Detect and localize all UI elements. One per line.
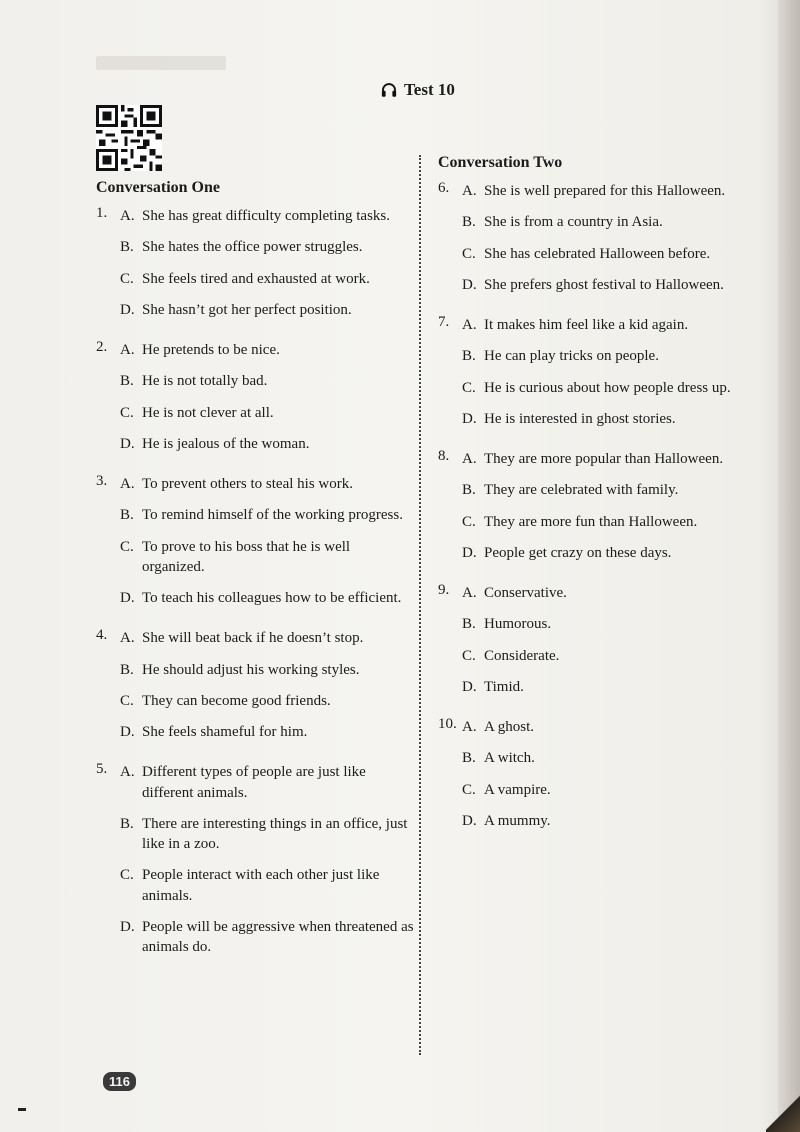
question-item [96,474,416,619]
option-letter: B. [462,616,476,633]
option-letter: D. [462,544,477,561]
question-options [462,181,758,306]
question-number: 6. [438,180,450,196]
option-text: A vampire. [484,781,551,798]
option-text: She is well prepared for this Halloween. [484,183,726,199]
question-number: 9. [438,582,450,598]
answer-option [462,748,758,768]
option-letter: D. [462,812,477,829]
question-item [96,762,416,968]
question-item [438,717,758,842]
answer-option [120,237,416,257]
answer-option [462,614,758,634]
page-number: 116 [103,1072,136,1091]
option-letter: C. [120,270,134,287]
answer-option [462,543,758,563]
answer-option [462,512,758,532]
question-number: 2. [96,339,108,355]
answer-option [120,660,416,680]
option-text: He is curious about how people dress up. [484,379,731,396]
option-text: A ghost. [484,719,535,735]
option-text: They are celebrated with family. [484,482,679,499]
question-number: 7. [438,314,450,330]
option-letter: A. [462,451,477,467]
option-text: She hasn’t got her perfect position. [142,301,352,318]
answer-option [120,865,416,906]
option-letter: A. [120,630,135,647]
option-letter: B. [120,507,134,524]
option-letter: A. [120,476,135,492]
question-item [438,583,758,708]
option-letter: C. [462,781,476,798]
page-corner-fold [766,1092,800,1132]
question-options [462,583,758,708]
option-text: Humorous. [484,616,552,633]
answer-option [462,212,758,232]
option-letter: A. [120,764,135,781]
option-text: Considerate. [484,647,560,664]
question-item [438,449,758,574]
answer-option [462,409,758,429]
answer-option [120,300,416,320]
question-item [96,340,416,465]
section-title-conversation-one: Conversation One [96,179,220,196]
option-letter: B. [462,348,476,365]
option-text: They can become good friends. [142,692,331,709]
option-letter: D. [120,918,135,935]
answer-option [120,762,416,803]
option-text: She feels tired and exhausted at work. [142,270,370,287]
question-number: 10. [438,716,457,732]
question-item [438,181,758,306]
option-letter: B. [462,482,476,499]
option-letter: C. [462,513,476,530]
option-letter: A. [462,317,477,333]
answer-option [462,677,758,697]
option-letter: D. [120,435,135,452]
option-text: Conservative. [484,585,567,601]
option-text: To prove to his boss that he is well organized. [142,538,351,575]
option-text: He can play tricks on people. [484,348,659,365]
option-text: They are more popular than Halloween. [484,451,724,467]
question-number: 3. [96,473,108,489]
option-letter: A. [462,585,477,601]
option-letter: B. [462,214,476,231]
option-letter: C. [120,867,134,884]
question-number: 4. [96,627,108,644]
answer-option [120,814,416,855]
question-options [120,762,416,968]
option-text: Different types of people are just like different animals. [142,764,366,801]
option-text: People will be aggressive when threatened as animals do. [142,918,414,955]
option-text: She has great difficulty completing tasks. [142,208,391,224]
answer-option [462,315,758,335]
option-text: Timid. [484,678,524,695]
answer-option [120,434,416,454]
option-letter: D. [120,724,135,740]
answer-option [120,537,416,578]
question-options [120,628,416,753]
answer-option [462,646,758,666]
faded-header-mark [96,56,226,70]
option-letter: A. [120,208,135,224]
answer-option [462,449,758,469]
answer-option [462,583,758,603]
option-text: He is jealous of the woman. [142,435,310,452]
option-text: She is from a country in Asia. [484,214,663,231]
answer-option [462,275,758,295]
option-letter: C. [120,404,134,421]
option-text: A witch. [484,750,535,767]
option-letter: C. [462,245,476,262]
answer-option [462,811,758,831]
headphones-icon [380,81,398,99]
question-options [462,717,758,842]
question-item [96,628,416,753]
option-text: There are interesting things in an office, just like in a zoo. [142,815,408,852]
section-title-conversation-two: Conversation Two [438,154,563,171]
qr-code-icon [96,105,162,171]
option-letter: D. [462,410,477,427]
answer-option [120,917,416,958]
question-options [120,340,416,465]
question-number: 1. [96,205,108,221]
option-letter: B. [120,815,134,832]
option-text: She has celebrated Halloween before. [484,245,711,262]
option-text: A mummy. [484,812,551,829]
question-options [462,449,758,574]
answer-option [120,403,416,423]
answer-option [120,505,416,525]
answer-option [120,371,416,391]
option-text: To remind himself of the working progress. [142,507,403,524]
question-options [120,474,416,619]
option-text: He is not totally bad. [142,373,268,390]
option-letter: D. [462,678,477,695]
option-text: She will beat back if he doesn’t stop. [142,630,364,647]
option-text: To prevent others to steal his work. [142,476,353,492]
question-number: 5. [96,761,108,778]
option-text: People interact with each other just like animals. [142,867,380,904]
question-options [462,315,758,440]
answer-option [120,691,416,711]
option-text: She feels shameful for him. [142,724,308,740]
question-options [120,206,416,331]
option-letter: C. [462,647,476,664]
option-text: People get crazy on these days. [484,544,672,561]
column-divider [419,155,421,1055]
option-letter: B. [120,661,134,678]
option-letter: B. [462,750,476,767]
answer-option [462,244,758,264]
test-header [380,80,455,100]
answer-option [462,780,758,800]
option-letter: A. [120,342,135,358]
option-letter: A. [462,719,477,735]
option-text: They are more fun than Halloween. [484,513,698,530]
answer-option [120,269,416,289]
answer-option [120,206,416,226]
option-text: He is interested in ghost stories. [484,410,676,427]
option-letter: B. [120,373,134,390]
option-letter: C. [120,538,134,555]
question-number: 8. [438,448,450,464]
question-item [96,206,416,331]
option-text: To teach his colleagues how to be efficient. [142,590,402,606]
right-column [438,155,758,851]
answer-option [120,628,416,648]
option-text: He pretends to be nice. [142,342,280,358]
option-letter: A. [462,183,477,199]
option-letter: B. [120,239,134,256]
page-edge-shadow [778,0,800,1132]
left-column [96,180,416,977]
question-item [438,315,758,440]
answer-option [120,340,416,360]
test-title: Test 10 [404,80,455,99]
option-text: He is not clever at all. [142,404,274,421]
answer-option [462,480,758,500]
option-text: He should adjust his working styles. [142,661,360,678]
option-text: She hates the office power struggles. [142,239,363,256]
option-letter: D. [462,276,477,293]
answer-option [120,474,416,494]
answer-option [462,378,758,398]
answer-option [462,346,758,366]
option-text: She prefers ghost festival to Halloween. [484,276,724,293]
option-letter: C. [120,692,134,709]
answer-option [462,181,758,201]
option-letter: D. [120,301,135,318]
answer-option [120,588,416,608]
option-letter: C. [462,379,476,396]
option-text: It makes him feel like a kid again. [484,317,689,333]
answer-option [120,722,416,742]
answer-option [462,717,758,737]
option-letter: D. [120,590,135,606]
margin-mark [18,1108,26,1111]
